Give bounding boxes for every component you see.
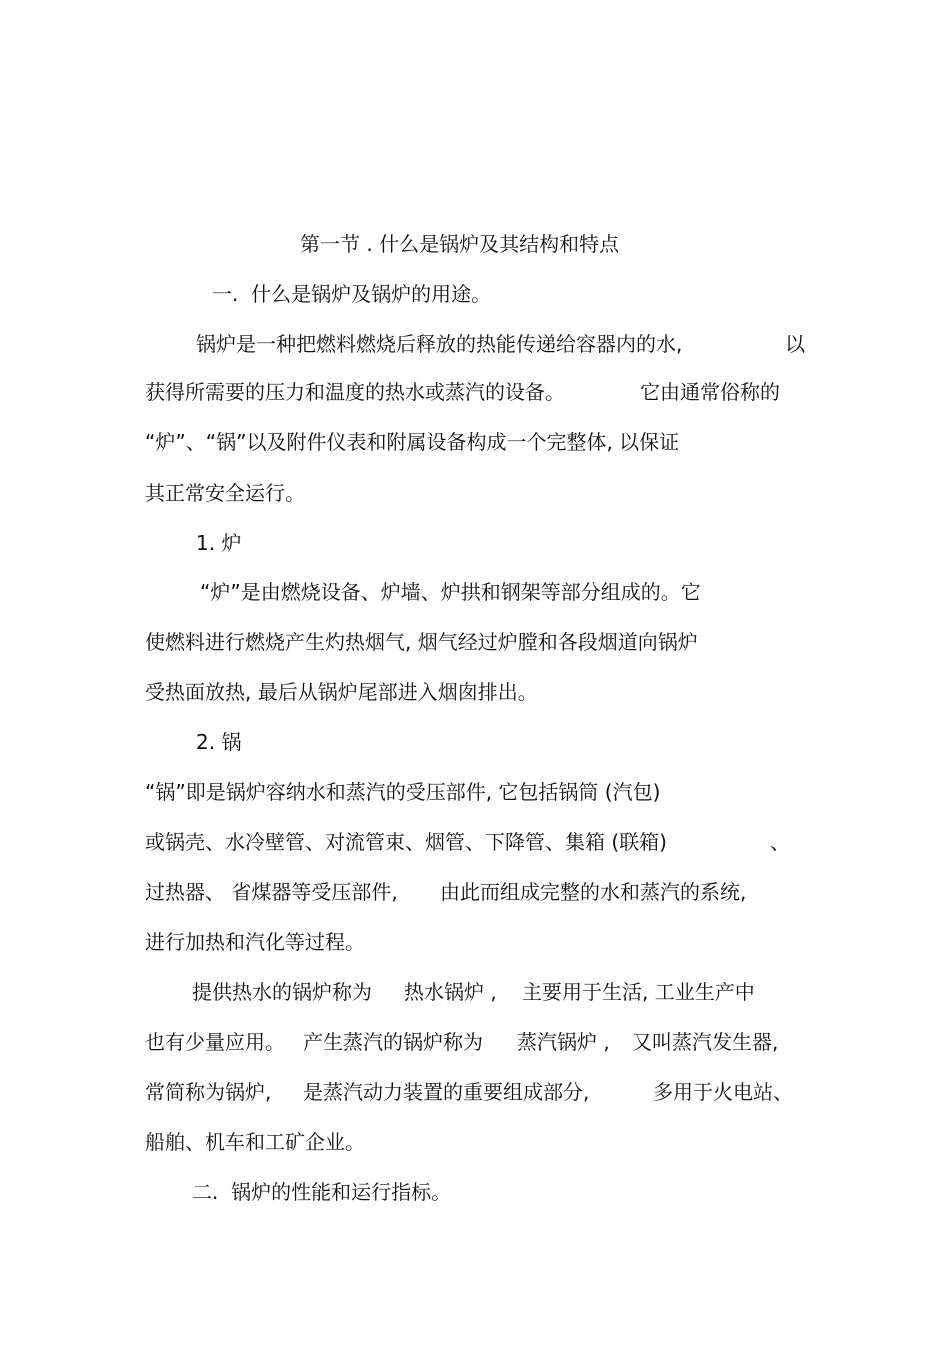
text-line: 以	[785, 332, 805, 356]
text-line: 也有少量应用。	[145, 1030, 285, 1054]
text-line: 又叫蒸汽发生器,	[632, 1030, 779, 1054]
section-heading-1: 一. 什么是锅炉及锅炉的用途。	[212, 282, 492, 306]
text-line: 是蒸汽动力装置的重要组成部分,	[303, 1080, 590, 1104]
subsection-heading-furnace: 1. 炉	[196, 531, 242, 555]
text-line: 过热器、 省煤器等受压部件,	[145, 880, 398, 904]
page-title: 第一节 . 什么是锅炉及其结构和特点	[300, 232, 620, 256]
text-line: 多用于火电站、	[653, 1080, 793, 1104]
section-heading-2: 二. 锅炉的性能和运行指标。	[192, 1180, 452, 1204]
text-line: 提供热水的锅炉称为	[192, 980, 372, 1004]
text-line: 主要用于生活, 工业生产中	[522, 980, 755, 1004]
subsection-heading-pot: 2. 锅	[196, 730, 242, 754]
text-line: 进行加热和汽化等过程。	[145, 930, 365, 954]
text-line: 、	[770, 830, 790, 854]
text-line: 或锅壳、水冷壁管、对流管束、烟管、下降管、集箱 (联箱)	[145, 830, 667, 854]
text-line: 获得所需要的压力和温度的热水或蒸汽的设备。	[145, 380, 565, 404]
text-line: “锅”即是锅炉容纳水和蒸汽的受压部件, 它包括锅筒 (汽包)	[145, 780, 661, 804]
text-line: 产生蒸汽的锅炉称为	[303, 1030, 483, 1054]
text-line: 锅炉是一种把燃料燃烧后释放的热能传递给容器内的水,	[196, 332, 683, 356]
text-line: 其正常安全运行。	[145, 481, 305, 505]
text-line: 蒸汽锅炉 ,	[517, 1030, 610, 1054]
text-line: “炉”、“锅”以及附件仪表和附属设备构成一个完整体, 以保证	[145, 430, 680, 454]
text-line: 使燃料进行燃烧产生灼热烟气, 烟气经过炉膛和各段烟道向锅炉	[145, 630, 698, 654]
text-line: 船舶、机车和工矿企业。	[145, 1130, 365, 1154]
text-line: 由此而组成完整的水和蒸汽的系统,	[440, 880, 747, 904]
text-line: 热水锅炉 ,	[404, 980, 497, 1004]
text-line: “炉”是由燃烧设备、炉墙、炉拱和钢架等部分组成的。它	[200, 580, 701, 604]
text-line: 它由通常俗称的	[640, 380, 780, 404]
text-line: 常简称为锅炉,	[145, 1080, 272, 1104]
text-line: 受热面放热, 最后从锅炉尾部进入烟囱排出。	[145, 680, 538, 704]
